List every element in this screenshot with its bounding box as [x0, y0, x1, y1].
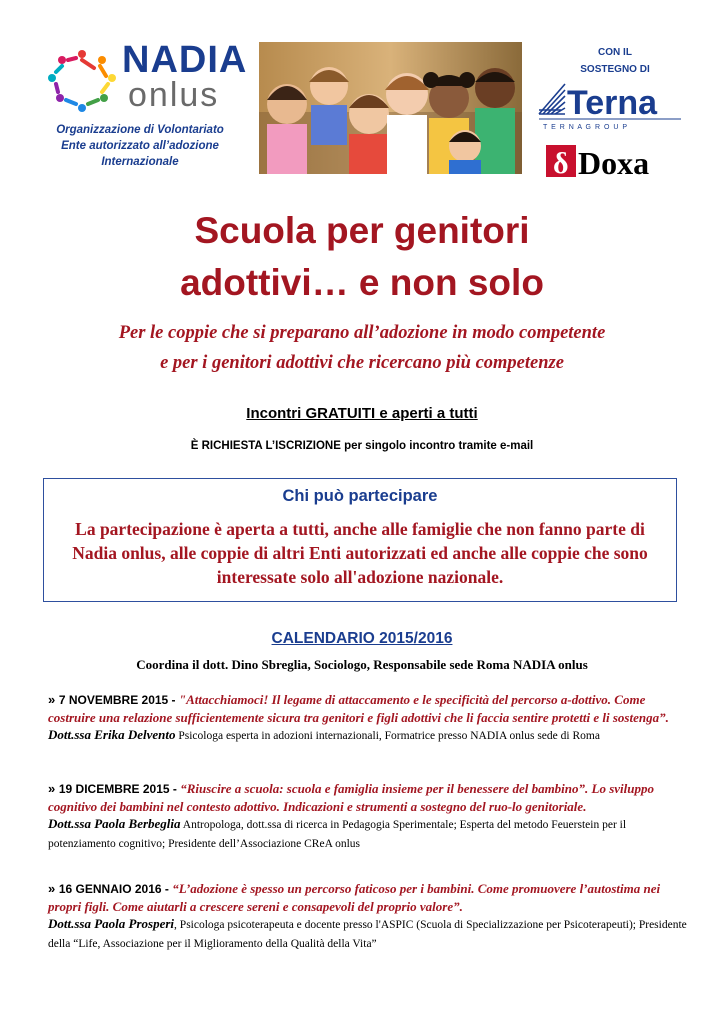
children-photo — [259, 42, 522, 174]
doxa-logo-text: Doxa — [578, 145, 650, 179]
registration-note: È RICHIESTA L’ISCRIZIONE per singolo incontro tramite e-mail — [190, 440, 534, 452]
calendar-event — [48, 780, 688, 853]
page-subtitle-line: Per le coppie che si preparano all’adozione in modo competente — [118, 323, 606, 343]
event-date: 19 DICEMBRE 2015 - — [58, 782, 181, 796]
support-label-line: CON IL — [598, 47, 632, 58]
org-description — [30, 122, 250, 170]
event-speaker: Dott.ssa Erika Delvento — [48, 727, 176, 742]
event-speaker-description: , Psicologa psicoterapeuta e docente presso l'ASPIC (Scuola di Specializzazione per Psicoterapeuti); Presidente della “Life, Associazione per il Miglioramento della Qualità della Vita” — [48, 919, 687, 950]
who-can-participate-text: La partecipazione è aperta a tutti, anche alle famiglie che non fanno parte di Nadia onlus, alle coppie di altri Enti autorizzati ed anche alle coppie che sono interessate solo all'adozione nazionale. — [72, 519, 648, 587]
page-subtitle-line: e per i genitori adottivi che ricercano più competenze — [160, 353, 564, 373]
event-date: 16 GENNAIO 2016 - — [58, 882, 173, 896]
free-meetings-heading: Incontri GRATUITI e aperti a tutti — [246, 405, 478, 422]
event-topic: "Attacchiamoci! Il legame di attaccamento e le specificità del percorso a-dottivo. Come costruire una relazione sufficientemente sicura tra genitori e figli adottivi che li faccia sentire protetti e li sostenga”. — [48, 692, 669, 725]
nadia-logo-icon — [42, 46, 122, 116]
logo-sub: onlus — [128, 76, 220, 114]
support-label-line: SOSTEGNO DI — [580, 64, 650, 75]
who-can-participate-box — [43, 478, 677, 602]
calendar-title: CALENDARIO 2015/2016 — [271, 630, 453, 647]
page-title-line: Scuola per genitori — [194, 210, 530, 251]
bullet-arrow-icon: » — [48, 781, 59, 796]
org-description-line: Internazionale — [101, 156, 179, 168]
event-speaker-description: Antropologa, dott.ssa di ricerca in Pedagogia Sperimentale; Esperta del metodo Feuerstein per il potenziamento cognitivo; Presidente dell’Associazione CReA onlus — [48, 819, 627, 850]
calendar-event — [48, 691, 688, 745]
event-speaker: Dott.ssa Paola Prosperi — [48, 916, 175, 931]
page-subtitle — [0, 318, 724, 378]
page-title-line: adottivi… e non solo — [180, 262, 544, 303]
event-topic: “L’adozione è spesso un percorso faticoso per i bambini. Come promuovere l’autostima nei propri figli. Come aiutarli a crescere sereni e consapevoli del proprio valore”. — [48, 881, 661, 914]
event-speaker: Dott.ssa Paola Berbeglia — [48, 816, 181, 831]
org-description-line: Organizzazione di Volontariato — [56, 124, 224, 136]
doxa-logo — [546, 143, 676, 179]
support-label — [560, 44, 670, 78]
page-title — [0, 205, 724, 309]
terna-logo-text: Terna — [567, 84, 658, 122]
logo-wordmark — [122, 39, 248, 114]
bullet-arrow-icon: » — [48, 881, 59, 896]
who-can-participate-title: Chi può partecipare — [282, 487, 438, 505]
calendar-event — [48, 880, 688, 953]
terna-logo — [535, 80, 685, 132]
bullet-arrow-icon: » — [48, 692, 59, 707]
terna-group-text: T E R N A G R O U P — [543, 124, 628, 131]
org-description-line: Ente autorizzato all’adozione — [61, 140, 219, 152]
logo-name: NADIA — [122, 39, 248, 81]
event-speaker-description: Psicologa esperta in adozioni internazionali, Formatrice presso NADIA onlus sede di Roma — [175, 730, 600, 742]
event-topic: “Riuscire a scuola: scuola e famiglia insieme per il benessere del bambino”. Lo sviluppo cognitivo dei bambini nel contesto adottivo. Indicazioni e strumenti a sostegno del ruo-lo genitoriale. — [48, 781, 654, 814]
svg-text:δ: δ — [553, 147, 569, 179]
calendar-coordinator: Coordina il dott. Dino Sbreglia, Sociologo, Responsabile sede Roma NADIA onlus — [136, 657, 588, 672]
event-date: 7 NOVEMBRE 2015 - — [58, 693, 179, 707]
